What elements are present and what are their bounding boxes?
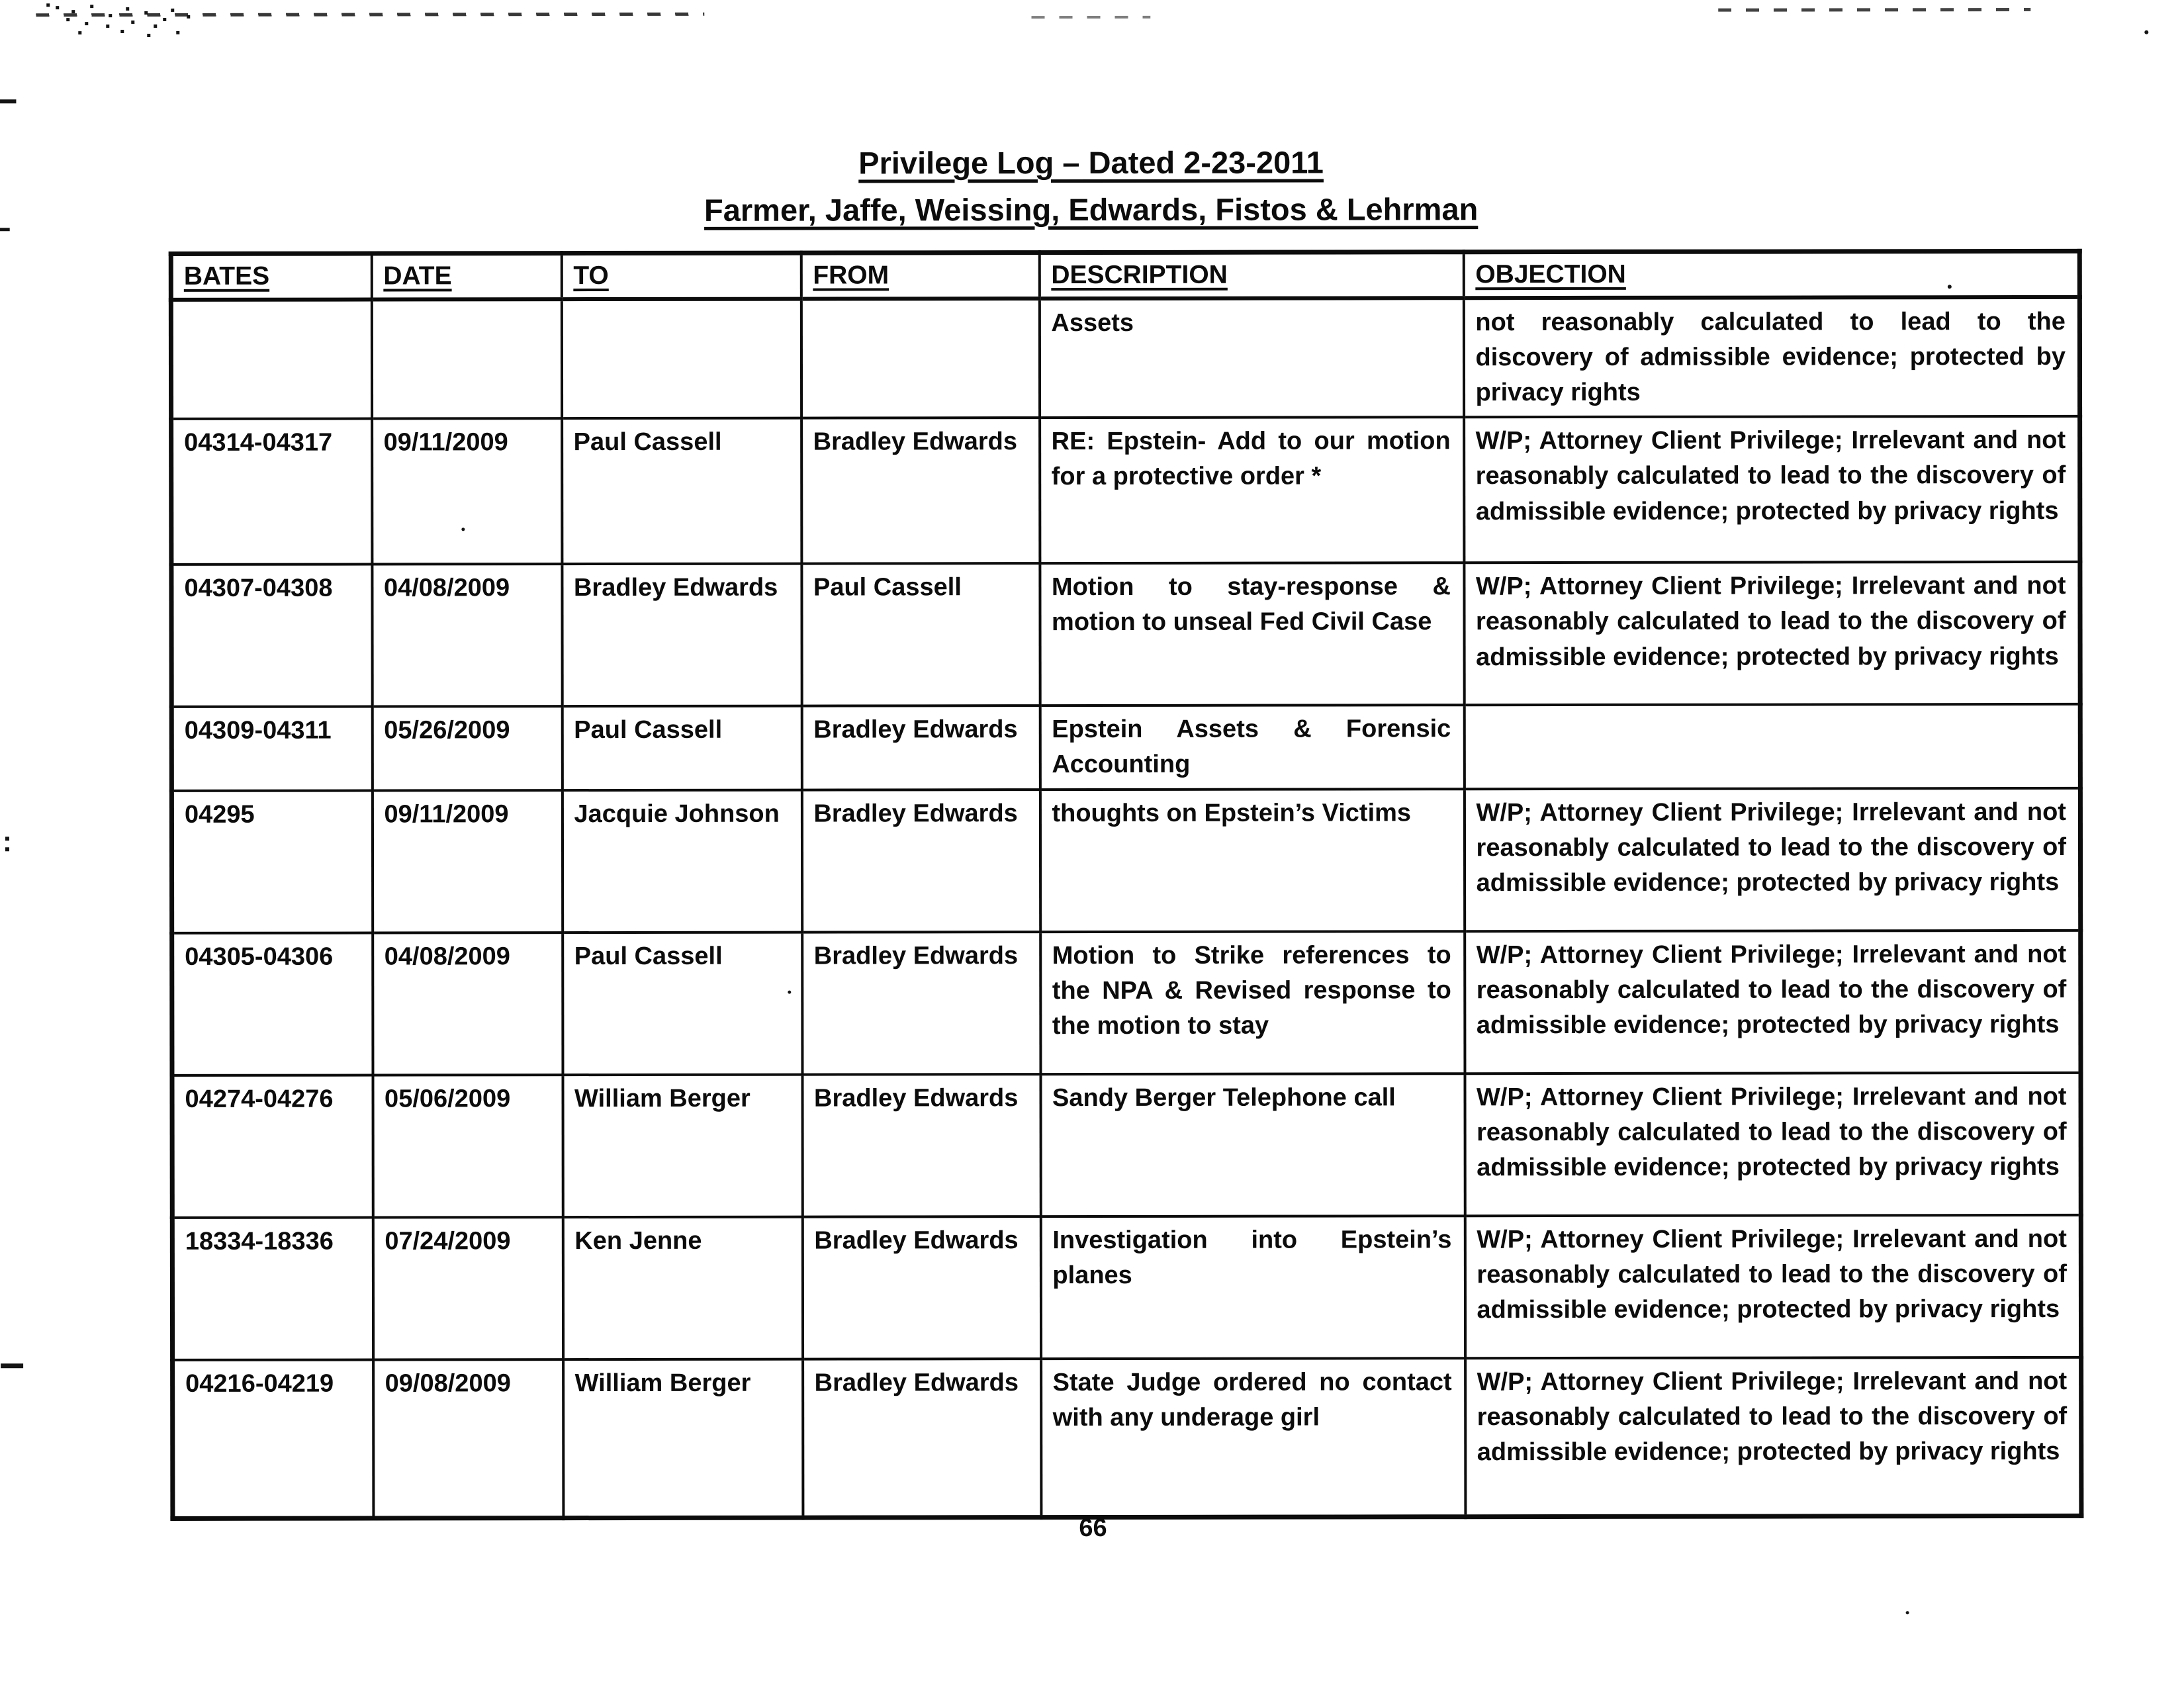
scan-artifact-dot xyxy=(2144,30,2148,34)
from-cell: Bradley Edwards xyxy=(802,1216,1040,1359)
from-cell: Paul Cassell xyxy=(801,563,1040,706)
scan-artifact-dot xyxy=(1906,1611,1909,1614)
date-cell: 05/26/2009 xyxy=(372,706,562,790)
to-cell: Paul Cassell xyxy=(562,706,801,790)
description-cell: State Judge ordered no contact with any underage girl xyxy=(1041,1358,1465,1518)
description-header: DESCRIPTION xyxy=(1039,252,1463,298)
bates-cell xyxy=(171,299,371,419)
document-title-block xyxy=(0,138,2183,235)
to-cell: Bradley Edwards xyxy=(562,564,801,707)
from-cell: Bradley Edwards xyxy=(801,418,1040,564)
scan-artifact-mark xyxy=(5,837,9,841)
from-cell: Bradley Edwards xyxy=(801,790,1040,933)
from-cell: Bradley Edwards xyxy=(802,1074,1040,1217)
bates-cell: 04307-04308 xyxy=(171,565,372,707)
table-row xyxy=(171,562,2080,707)
objection-cell: W/P; Attorney Client Privilege; Irrelevant and not reasonably calculated to lead to the discovery of admissible evidence; protected by privacy rights xyxy=(1465,930,2081,1073)
bates-header: BATES xyxy=(171,253,371,300)
to-cell: William Berger xyxy=(563,1074,802,1217)
from-cell: Bradley Edwards xyxy=(801,706,1040,790)
page-number: 66 xyxy=(1079,1514,1107,1543)
description-cell: thoughts on Epstein’s Victims xyxy=(1040,789,1464,932)
to-cell: William Berger xyxy=(563,1359,803,1518)
description-cell: Assets xyxy=(1039,298,1463,418)
scan-artifact-dashes xyxy=(1031,16,1150,19)
to-cell xyxy=(561,298,801,418)
document-title-line1: Privilege Log – Dated 2-23-2011 xyxy=(858,144,1324,181)
objection-cell: W/P; Attorney Client Privilege; Irrelevant and not reasonably calculated to lead to the discovery of admissible evidence; protected by privacy rights xyxy=(1465,1357,2081,1516)
bates-cell: 04295 xyxy=(171,790,372,933)
date-cell: 04/08/2009 xyxy=(373,933,563,1075)
table-row xyxy=(172,1072,2081,1217)
bates-cell: 04216-04219 xyxy=(173,1359,373,1518)
description-cell: RE: Epstein- Add to our motion for a protective order * xyxy=(1040,417,1464,563)
description-cell: Epstein Assets & Forensic Accounting xyxy=(1040,705,1464,789)
bates-cell: 18334-18336 xyxy=(172,1217,373,1359)
description-cell: Motion to Strike references to the NPA & Revised response to the motion to stay xyxy=(1040,931,1465,1074)
objection-header: OBJECTION xyxy=(1463,251,2079,297)
bates-cell: 04314-04317 xyxy=(171,419,372,565)
bates-cell: 04309-04311 xyxy=(171,707,372,791)
objection-cell: W/P; Attorney Client Privilege; Irrelevant and not reasonably calculated to lead to the discovery of admissible evidence; protected by privacy rights xyxy=(1465,1214,2081,1357)
objection-cell: W/P; Attorney Client Privilege; Irrelevant and not reasonably calculated to lead to the discovery of admissible evidence; protected by privacy rights xyxy=(1464,562,2080,705)
objection-cell: W/P; Attorney Client Privilege; Irrelevant and not reasonably calculated to lead to the discovery of admissible evidence; protected by privacy rights xyxy=(1464,416,2080,563)
table-row xyxy=(171,416,2080,565)
bates-cell: 04305-04306 xyxy=(172,933,373,1075)
table-row xyxy=(172,930,2081,1075)
date-cell: 07/24/2009 xyxy=(373,1217,563,1359)
objection-cell: W/P; Attorney Client Privilege; Irrelevant and not reasonably calculated to lead to the discovery of admissible evidence; protected by privacy rights xyxy=(1465,1072,2081,1215)
objection-cell: not reasonably calculated to lead to the discovery of admissible evidence; protected by privacy rights xyxy=(1463,297,2079,418)
description-cell: Motion to stay-response & motion to unseal Fed Civil Case xyxy=(1040,563,1464,706)
date-cell: 05/06/2009 xyxy=(373,1075,563,1217)
objection-cell xyxy=(1464,704,2080,789)
objection-cell: W/P; Attorney Client Privilege; Irrelevant and not reasonably calculated to lead to the discovery of admissible evidence; protected by privacy rights xyxy=(1464,788,2080,931)
from-cell: Bradley Edwards xyxy=(803,1359,1041,1518)
to-cell: Paul Cassell xyxy=(562,418,801,565)
from-cell: Bradley Edwards xyxy=(802,932,1040,1075)
date-header: DATE xyxy=(371,253,561,299)
to-cell: Ken Jenne xyxy=(563,1216,802,1359)
scan-artifact-mark xyxy=(0,99,16,103)
scan-artifact-dashes xyxy=(36,13,704,17)
table-row xyxy=(171,704,2080,790)
scan-artifact-dashes xyxy=(1718,8,2030,12)
table-row xyxy=(171,297,2079,420)
bates-cell: 04274-04276 xyxy=(172,1075,373,1217)
date-cell: 09/08/2009 xyxy=(373,1359,563,1518)
scan-artifact-speckles xyxy=(46,3,50,7)
table-row xyxy=(171,788,2080,933)
to-cell: Jacquie Johnson xyxy=(562,790,801,933)
from-cell xyxy=(801,298,1039,418)
privilege-log-table xyxy=(169,249,2084,1521)
document-title-line2: Farmer, Jaffe, Weissing, Edwards, Fistos & Lehrman xyxy=(704,191,1479,228)
table-row xyxy=(172,1214,2081,1359)
scan-artifact-mark xyxy=(1,1363,23,1368)
header-row xyxy=(171,251,2079,299)
to-header: TO xyxy=(561,253,801,299)
date-cell: 04/08/2009 xyxy=(372,564,562,706)
date-cell xyxy=(371,299,561,419)
date-cell: 09/11/2009 xyxy=(372,790,562,933)
table-row xyxy=(173,1357,2081,1518)
to-cell: Paul Cassell xyxy=(563,932,802,1075)
date-cell: 09/11/2009 xyxy=(372,418,562,564)
description-cell: Investigation into Epstein’s planes xyxy=(1040,1216,1465,1359)
from-header: FROM xyxy=(801,253,1039,299)
description-cell: Sandy Berger Telephone call xyxy=(1040,1073,1465,1216)
